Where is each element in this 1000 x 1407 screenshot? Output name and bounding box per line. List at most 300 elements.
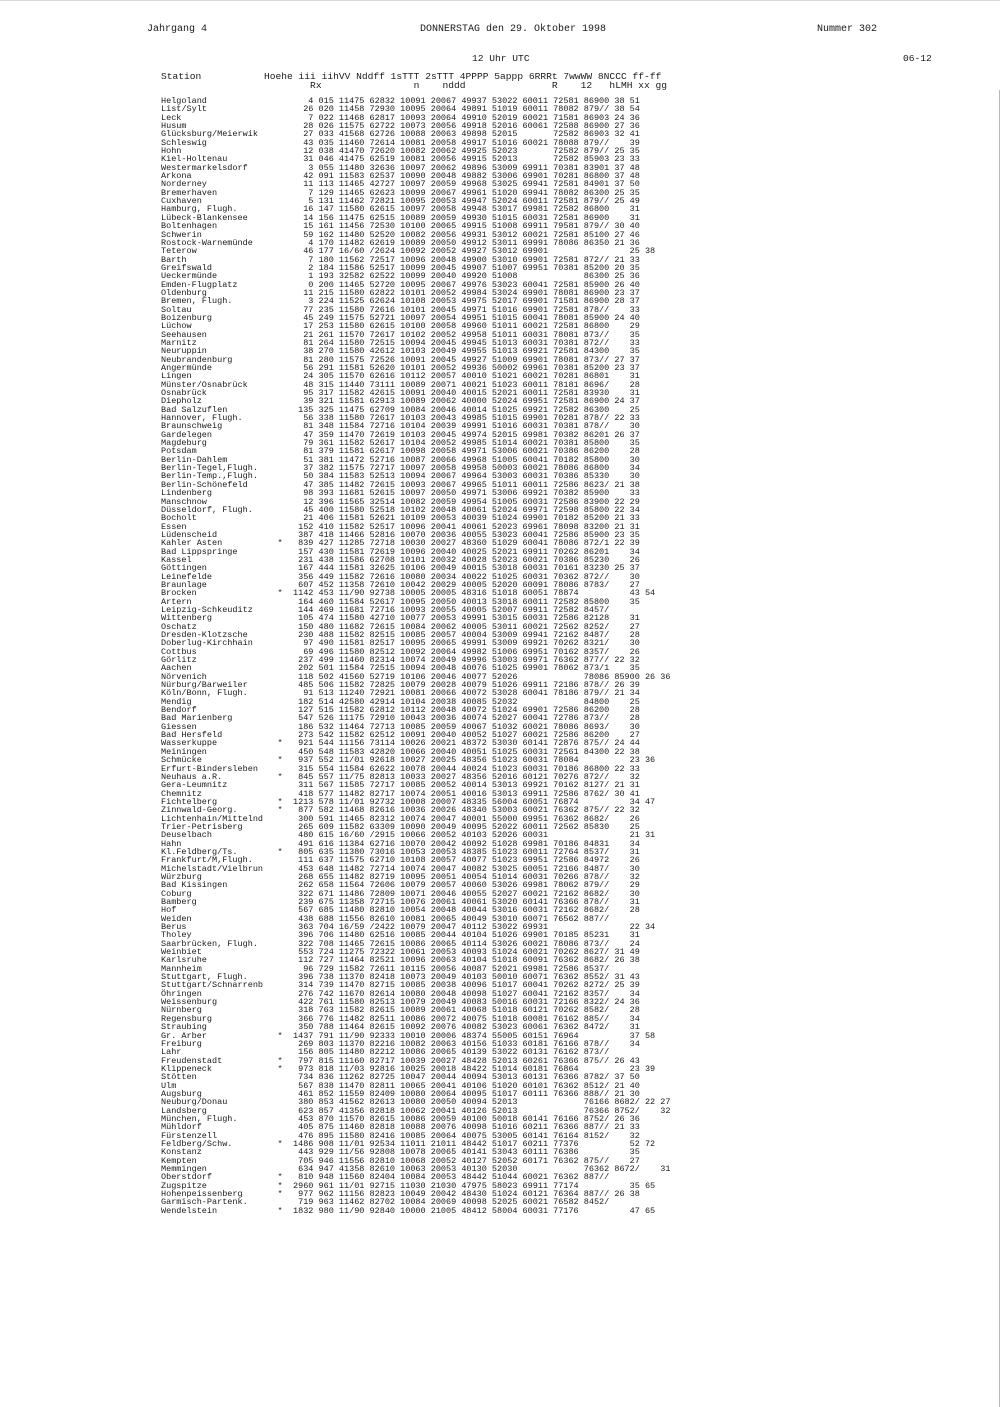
station-observation-codes: 77 235 11580 72616 10101 20045 49971 51016 69901 72581 878// 33 [293,304,640,315]
station-name: Manschnow [161,496,207,507]
mountain-station-marker: * [277,796,283,807]
station-observation-codes: 1 193 32582 62522 10099 20040 49920 51008 86300 25 36 [293,271,640,282]
station-name: Augsburg [161,1088,202,1099]
station-name: Hahn [161,838,182,849]
station-name: Artern [161,596,192,607]
station-name: Bendorf [161,705,197,716]
station-observation-codes: 623 857 41356 82818 10062 20041 40126 52013 76366 8752/ 32 [293,1105,671,1116]
station-observation-codes: 363 704 16/59 /2422 10079 20047 40112 53022 69931 22 34 [293,922,656,933]
mountain-station-marker [267,556,293,564]
mountain-station-marker [267,397,293,405]
station-observation-codes: 2 184 11586 52517 10099 20045 49907 51007 69951 70381 85200 20 35 [293,262,640,273]
station-name: Gr. Arber [161,1030,207,1041]
code-column-headers: Hoehe iii iihVV Nddff 1sTTT 2sTTT 4PPPP 5appp 6RRRt 7wwWW 8NCCC ff-ff [264,71,662,82]
station-name: List/Sylt [161,104,207,115]
station-name: Trier-Petrisberg [161,821,243,832]
mountain-station-marker [267,406,293,414]
mountain-station-marker [267,831,293,839]
station-name: Schwerin [161,229,202,240]
station-observation-codes: 47 385 11482 72615 10093 20067 49965 51011 60011 72586 8623/ 21 38 [293,479,640,490]
station-observation-codes: 553 724 11275 72322 10061 20053 40093 51024 60021 70262 8627/ 31 49 [293,947,640,958]
station-observation-codes: 11 113 11465 42727 10097 20059 49968 53025 69941 72581 84901 37 50 [293,179,640,190]
station-name: Gera-Leumnitz [161,780,228,791]
station-observation-codes: 491 616 11384 62716 10070 20042 40092 51028 69981 70186 84831 34 [293,838,640,849]
station-name: Gardelegen [161,429,213,440]
station-name: Westermarkelsdorf [161,162,248,173]
mountain-station-marker [267,264,293,272]
station-observation-codes: 81 379 11581 62617 10098 20058 49971 53006 60021 70386 86200 28 [293,446,640,457]
mountain-station-marker [267,1123,293,1131]
station-column-header: Station [161,71,202,82]
station-name: Schmücke [161,755,202,766]
mountain-station-marker [267,865,293,873]
station-name: Potsdam [161,446,197,457]
station-name: Lahr [161,1047,182,1058]
station-name: Kiel-Holtenau [161,154,228,165]
mountain-station-marker [267,673,293,681]
mountain-station-marker [267,272,293,280]
mountain-station-marker [267,214,293,222]
mountain-station-marker [267,172,293,180]
station-name: Würzburg [161,871,202,882]
station-name: Bad Salzuflen [161,404,228,415]
station-name: Husum [161,121,187,132]
station-name: Konstanz [161,1147,202,1158]
station-observation-codes: 937 552 11/01 92618 10027 20025 48356 51023 60031 78084 23 36 [293,755,656,766]
station-name: Fürstenzell [161,1130,218,1141]
station-observation-codes: 977 962 11156 82823 10049 20042 48430 51024 60121 76364 887// 26 38 [293,1189,640,1200]
mountain-station-marker [267,289,293,297]
station-observation-codes: 59 162 11480 52520 10082 20056 49931 53012 60021 72581 85100 27 46 [293,229,640,240]
station-name: Görlitz [161,655,197,666]
mountain-station-marker [267,322,293,330]
station-name: Fichtelberg [161,796,218,807]
station-name: Aachen [161,663,192,674]
mountain-station-marker [267,1157,293,1165]
station-name: Regensburg [161,1013,213,1024]
mountain-station-marker: * [277,538,283,549]
station-name: Münster/Osnabrück [161,379,248,390]
station-name: Berlin-Dahlem [161,454,228,465]
station-name: Tholey [161,930,192,941]
station-name: Bocholt [161,513,197,524]
mountain-station-marker [267,1082,293,1090]
station-observation-codes: 56 338 11580 72617 10103 20043 49985 51015 69901 70281 878// 22 33 [293,413,640,424]
station-observation-codes: 300 591 11465 82312 10074 20047 40001 55000 69951 76362 8682/ 26 [293,813,640,824]
station-observation-codes: 485 506 11582 72825 10079 20028 40079 51026 69911 72186 878// 26 39 [293,680,640,691]
station-name: Köln/Bonn, Flugh. [161,688,248,699]
station-observation-codes: 51 381 11472 52716 10087 20066 49968 51005 60041 70182 85800 30 [293,454,640,465]
station-observation-codes: 156 805 11480 82212 10086 20065 40139 53022 60131 76162 873// [293,1047,610,1058]
station-name: Straubing [161,1022,207,1033]
mountain-station-marker [267,639,293,647]
station-row [161,1207,667,1215]
mountain-station-marker [267,339,293,347]
station-name: Rostock-Warnemünde [161,237,253,248]
mountain-station-marker [267,623,293,631]
mountain-station-marker [267,97,293,105]
station-observation-codes: 0 200 11465 52720 10095 20067 49976 53023 60041 72581 85900 26 40 [293,279,640,290]
station-observation-codes: 95 317 11582 42615 10091 20040 40015 52021 60011 72581 83930 31 [293,388,640,399]
mountain-station-marker [267,431,293,439]
observation-rows [161,96,671,1216]
observation-time-heading: 12 Uhr UTC [472,53,530,64]
station-name: Hohn [161,146,182,157]
mountain-station-marker [267,1148,293,1156]
station-observation-codes: 21 261 11570 72617 10102 20052 49958 51011 60031 78081 873// 35 [293,329,640,340]
station-name: Essen [161,521,187,532]
station-name: Wasserkuppe [161,738,218,749]
mountain-station-marker [267,564,293,572]
station-observation-codes: 797 815 11160 82717 10039 20027 48428 52013 60261 76366 875// 26 43 [293,1055,640,1066]
station-name: Nürnberg [161,1005,202,1016]
issue-number: Nummer 302 [817,24,878,35]
station-observation-codes: 111 637 11575 62710 10108 20057 40077 51023 69951 72586 84972 26 [293,855,640,866]
station-name: Bremen, Flugh. [161,296,233,307]
mountain-station-marker [267,130,293,138]
station-name: Landsberg [161,1105,207,1116]
mountain-station-marker: * [277,1063,283,1074]
mountain-station-marker [267,648,293,656]
mountain-station-marker [267,931,293,939]
station-name: Saarbrücken, Flugh. [161,938,258,949]
mountain-station-marker [267,447,293,455]
station-name: Klippeneck [161,1063,213,1074]
station-observation-codes: 164 460 11584 52617 10095 20050 40013 53018 60011 72582 85800 35 [293,596,640,607]
station-name: München, Flugh. [161,1113,238,1124]
station-observation-codes: 231 438 11586 62708 10101 20032 40028 52023 60021 70386 85230 26 [293,554,640,565]
station-name: Garmisch-Partenk. [161,1197,248,1208]
station-observation-codes: 118 502 41560 52719 10106 20046 40077 52026 78086 85900 26 36 [293,671,671,682]
station-name: Oberstdorf [161,1172,213,1183]
station-name: Bad Kissingen [161,880,228,891]
mountain-station-marker [267,155,293,163]
station-observation-codes: 96 729 11582 72611 10115 20056 40087 52021 69981 72586 8537/ [293,963,610,974]
station-name: Freudenstadt [161,1055,223,1066]
station-observation-codes: 150 480 11682 72615 10084 20062 40005 53011 60021 72562 8252/ 27 [293,621,640,632]
station-observation-codes: 350 788 11464 82615 10092 20076 40082 53023 60061 76362 8472/ 31 [293,1022,640,1033]
station-observation-codes: 877 582 11468 82616 10036 20026 48340 53003 60021 76362 875// 22 32 [293,805,640,816]
station-observation-codes: 461 852 11559 82409 10080 20064 40095 51017 60111 76366 888// 21 30 [293,1088,640,1099]
station-name: Berus [161,922,187,933]
date-heading: DONNERSTAG den 29. Oktober 1998 [420,24,607,35]
station-observation-codes: 97 490 11581 82517 10095 20065 49991 53009 69921 70262 8321/ 30 [293,638,640,649]
station-observation-codes: 318 763 11582 82615 10089 20061 40068 51018 60121 70262 8582/ 28 [293,1005,640,1016]
station-name: Greifswald [161,262,213,273]
mountain-station-marker [267,281,293,289]
station-name: Michelstadt/Vielbrun [161,863,264,874]
station-observation-codes: 567 838 11470 82811 10065 20041 40106 51020 60101 76362 8512/ 21 40 [293,1080,640,1091]
station-observation-codes: 705 946 11556 82810 10068 20052 40127 52052 60171 76362 875// 27 [293,1155,640,1166]
station-name: Leck [161,112,182,123]
station-observation-codes: 839 427 11285 72718 10030 20027 48360 51029 60041 78086 872/1 22 39 [293,538,640,549]
station-name: Kempten [161,1155,197,1166]
station-observation-codes: 7 022 11468 62817 10093 20064 49910 52019 60021 71581 86903 24 36 [293,112,640,123]
station-name: Karlsruhe [161,955,207,966]
mountain-station-marker [267,347,293,355]
observation-period: 06-12 [903,53,932,64]
station-observation-codes: 607 452 11358 72610 10042 20029 40005 52020 60091 78086 8783/ 27 [293,579,640,590]
station-name: Mendig [161,696,192,707]
station-name: Chemnitz [161,788,202,799]
station-observation-codes: 810 948 11560 82404 10084 20053 48442 51044 60021 76362 887// [293,1172,610,1183]
mountain-station-marker [267,614,293,622]
station-observation-codes: 17 253 11580 62615 10100 20058 49960 51011 60021 72581 86800 29 [293,321,640,332]
station-observation-codes: 112 727 11464 82521 10096 20063 40104 51018 60091 76362 8682/ 26 38 [293,955,640,966]
mountain-station-marker: * [277,846,283,857]
station-observation-codes: 105 474 11580 42710 10077 20053 49991 53015 60031 72586 82128 31 [293,613,640,624]
mountain-station-marker: * [277,1180,283,1191]
station-name: Düsseldorf, Flugh. [161,504,253,515]
station-observation-codes: 16 147 11580 62615 10097 20058 49948 53017 69981 72582 86800 31 [293,204,640,215]
station-name: Angermünde [161,363,213,373]
station-name: Neuhaus a.R. [161,771,223,782]
station-name: Kahler Asten [161,538,223,549]
mountain-station-marker: * [277,1030,283,1041]
mountain-station-marker [267,456,293,464]
mountain-station-marker [267,239,293,247]
station-observation-codes: 845 557 11/75 82813 10033 20027 48356 52016 60121 70276 872// 32 [293,771,640,782]
station-name: Osnabrück [161,388,207,399]
station-name: Deuselbach [161,830,213,841]
station-observation-codes: 15 161 11456 72530 10100 20065 49915 51008 69911 79581 879// 30 40 [293,221,640,232]
station-name: Oschatz [161,621,197,632]
station-observation-codes: 453 870 11570 82615 10086 20059 40100 50018 60141 76166 8752/ 26 36 [293,1113,640,1124]
station-name: Stuttgart, Flugh. [161,972,248,983]
mountain-station-marker [267,481,293,489]
station-observation-codes: 356 449 11582 72616 10080 20034 40022 51025 60031 70362 872// 30 [293,571,640,582]
station-name: Brocken [161,588,197,599]
station-name: Zugspitze [161,1180,207,1191]
mountain-station-marker [267,506,293,514]
mountain-station-marker [267,205,293,213]
mountain-station-marker [267,548,293,556]
station-observation-codes: 98 393 11681 52615 10097 20050 49971 53006 69921 70382 85900 33 [293,488,640,499]
station-name: Memmingen [161,1164,207,1174]
mountain-station-marker [267,940,293,948]
mountain-station-marker [267,147,293,155]
station-observation-codes: 230 488 11582 82515 10085 20057 40004 53009 69941 72162 8487/ 28 [293,630,640,640]
station-name: Glücksburg/Meierwik [161,129,258,140]
mountain-station-marker [267,598,293,606]
mountain-station-marker [267,422,293,430]
station-observation-codes: 186 532 11464 72713 10085 20059 40067 51032 60021 78086 8693/ 30 [293,721,640,732]
mountain-station-marker [267,306,293,314]
mountain-station-marker [267,890,293,898]
mountain-station-marker: * [277,771,283,782]
mountain-station-marker [267,873,293,881]
mountain-station-marker [267,1040,293,1048]
mountain-station-marker [267,197,293,205]
mountain-station-marker [267,231,293,239]
mountain-station-marker [267,381,293,389]
mountain-station-marker [267,222,293,230]
station-name: Boltenhagen [161,221,218,232]
station-observation-codes: 276 742 11670 82614 10080 20048 40098 51027 60041 72162 8357/ 34 [293,988,640,999]
mountain-station-marker [267,990,293,998]
station-observation-codes: 27 033 41568 62726 10088 20063 49898 52015 72582 86903 32 41 [293,129,640,140]
mountain-station-marker [267,498,293,506]
mountain-station-marker [267,781,293,789]
station-observation-codes: 5 131 11462 72821 10095 20053 49947 52024 60011 72581 879// 25 49 [293,196,640,207]
station-observation-codes: 45 400 11580 52518 10102 20048 40061 52024 69971 72598 85800 22 34 [293,504,640,515]
station-name: Zinnwald-Georg. [161,805,238,816]
mountain-station-marker [267,314,293,322]
mountain-station-marker [267,114,293,122]
mountain-station-marker [267,364,293,372]
station-name: Magdeburg [161,438,207,449]
station-name: Ulm [161,1080,177,1091]
station-name: Frankfurt/M,Flugh. [161,855,253,866]
mountain-station-marker [267,965,293,973]
mountain-station-marker [267,414,293,422]
volume-label: Jahrgang 4 [147,24,208,35]
station-observation-codes: 56 291 11581 52620 10101 20052 49936 50002 69961 70381 85200 23 37 [293,363,640,373]
station-observation-codes: 268 655 11482 82719 10095 20051 40054 51014 60031 70266 878// 32 [293,871,640,882]
mountain-station-marker [267,656,293,664]
station-observation-codes: 182 514 42580 42914 10104 20038 40085 52032 84800 25 [293,696,640,707]
station-observation-codes: 43 035 11460 72614 10081 20058 49917 51016 60021 78088 879// 39 [293,137,640,148]
station-observation-codes: 405 875 11460 82818 10088 20076 40098 51016 60211 76366 887// 21 33 [293,1122,640,1133]
mountain-station-marker [267,856,293,864]
station-observation-codes: 734 836 11262 82725 10047 20044 40094 53013 60131 76366 8782/ 37 50 [293,1072,640,1083]
station-name: Erfurt-Bindersleben [161,763,258,774]
station-name: Mannheim [161,963,202,974]
station-name: Braunlage [161,579,207,590]
mountain-station-marker: * [277,805,283,816]
station-observation-codes: 39 321 11581 62913 10089 20062 40000 52024 69951 72581 86900 24 37 [293,396,640,407]
station-name: Weinbiet [161,947,202,958]
mountain-station-marker [267,681,293,689]
mountain-station-marker [267,998,293,1006]
station-name: Lüdenscheid [161,529,218,540]
station-name: Lüchow [161,321,192,332]
station-observation-codes: 24 305 11570 62616 10112 20057 40010 51021 60021 70281 86801 31 [293,371,640,382]
station-observation-codes: 81 264 11580 72515 10094 20045 49945 51013 60031 70381 872// 33 [293,337,640,348]
mountain-station-marker [267,1098,293,1106]
station-observation-codes: 42 091 11583 62537 10090 20048 49882 53006 69901 70281 86800 37 48 [293,171,640,182]
station-name: Wittenberg [161,613,213,624]
station-name: Neuruppin [161,346,207,357]
mountain-station-marker: * [277,588,283,599]
mountain-station-marker [267,1090,293,1098]
station-name: Leipzig-Schkeuditz [161,604,253,615]
mountain-station-marker: * [277,1172,283,1183]
station-observation-codes: 202 501 11584 72515 10094 20048 40076 51025 69901 78062 873/1 35 [293,663,640,674]
station-observation-codes: 973 818 11/03 92816 10025 20018 48422 51014 60181 76864 23 39 [293,1063,656,1074]
station-name: Stuttgart/Schnarrenb [161,980,264,991]
station-name: Mühldorf [161,1122,202,1133]
station-name: Leinefelde [161,571,213,582]
station-observation-codes: 438 688 11556 82610 10081 20065 40049 53010 60071 76562 887// [293,913,610,924]
mountain-station-marker [267,664,293,672]
mountain-station-marker: * [277,1055,283,1066]
station-observation-codes: 450 548 11583 42820 10066 20040 40051 51025 60031 72561 84300 22 38 [293,746,640,757]
station-name: Bremerhaven [161,187,218,198]
station-observation-codes: 135 325 11475 62709 10084 20046 40014 51025 69921 72582 86300 25 [293,404,640,415]
mountain-station-marker [267,389,293,397]
station-name: Bad Lippspringe [161,546,238,557]
station-observation-codes: 45 249 11575 52721 10097 20054 49951 51015 60041 78081 85900 24 40 [293,312,640,323]
station-name: Hof [161,905,177,916]
mountain-station-marker [267,906,293,914]
station-observation-codes: 237 499 11460 82314 10074 20049 49996 53003 69971 76362 877// 22 32 [293,655,640,666]
mountain-station-marker [267,631,293,639]
station-name: Bamberg [161,897,197,907]
mountain-station-marker [267,981,293,989]
station-name: Arkona [161,171,192,182]
station-observation-codes: 4 015 11475 62832 10091 20067 49937 53022 60011 72581 86900 38 51 [293,96,640,106]
station-observation-codes: 422 761 11580 82513 10079 20049 40083 50016 60031 72166 8322/ 24 36 [293,997,640,1008]
station-observation-codes: 567 685 11480 82810 10054 20048 40044 53016 60031 72162 8682/ 28 [293,905,640,916]
station-observation-codes: 1486 908 11/01 92534 11011 21011 48442 51017 60211 77376 52 72 [293,1138,656,1149]
station-name: Meiningen [161,746,207,757]
mountain-station-marker [267,573,293,581]
station-observation-codes: 81 348 11584 72716 10104 20039 49991 51016 60031 70381 878// 30 [293,421,640,432]
station-name: Hamburg, Flugh. [161,204,238,215]
station-name: Cottbus [161,646,197,657]
station-name: Diepholz [161,396,202,407]
station-observation-codes: 547 526 11175 72910 10043 20036 40074 52027 60041 72786 873// 28 [293,713,640,724]
station-name: Öhringen [161,988,202,999]
station-name: Kassel [161,554,192,565]
station-name: Göttingen [161,563,207,574]
mountain-station-marker [267,122,293,130]
station-name: Schleswig [161,137,207,148]
station-observation-codes: 634 947 41358 82610 10063 20053 40130 52030 76362 8672/ 31 [293,1164,671,1174]
station-observation-codes: 3 224 11525 62624 10108 20053 49975 52017 69901 71581 86900 28 37 [293,296,640,307]
mountain-station-marker [267,247,293,255]
station-name: Nörvenich [161,671,207,682]
station-name: Emden-Flugplatz [161,279,238,290]
mountain-station-marker [267,606,293,614]
station-name: Ueckermünde [161,271,218,282]
station-name: Bad Hersfeld [161,730,223,741]
station-observation-codes: 1142 453 11/90 92738 10005 20005 48316 51018 60051 78874 43 54 [293,588,656,599]
station-observation-codes: 322 708 11465 72615 10086 20065 40114 53026 60021 78086 873// 24 [293,938,640,949]
station-observation-codes: 7 180 11562 72517 10096 20048 49900 53010 69901 72581 872// 21 33 [293,254,640,265]
station-observation-codes: 805 635 11380 73016 10053 20053 48385 51023 60011 72764 8537/ 31 [293,846,640,857]
station-observation-codes: 81 280 11575 72526 10091 20045 49927 51009 69901 78081 873// 27 37 [293,354,640,365]
station-name: Teterow [161,246,197,257]
mountain-station-marker [267,439,293,447]
station-observation-codes: 69 496 11580 82512 10092 20064 49982 51006 69951 70162 8357/ 26 [293,646,640,657]
station-observation-codes: 480 615 16/60 /2915 10066 20052 40103 52026 60031 21 31 [293,830,656,841]
station-name: Lindenberg [161,488,213,499]
station-name: Weissenburg [161,997,218,1008]
station-observation-codes: 314 739 11470 82715 10085 20038 40096 51017 60041 70262 8272/ 25 39 [293,980,640,991]
mountain-station-marker [267,489,293,497]
station-observation-codes: 12 038 41470 72620 10082 20062 49925 52023 72582 879// 25 35 [293,146,640,157]
mountain-station-marker [267,189,293,197]
station-name: Dresden-Klotzsche [161,630,248,640]
station-name: Berlin-Schönefeld [161,479,248,490]
station-name: Nürburg/Barweiler [161,680,248,691]
mountain-station-marker [267,706,293,714]
station-observation-codes: 396 738 11370 82418 10073 20049 40103 50010 60071 76362 8552/ 31 43 [293,972,640,983]
station-name: Neuburg/Donau [161,1097,228,1108]
station-name: Hohenpeissenberg [161,1189,243,1200]
station-name: Lichtenhain/Mittelnd [161,813,264,824]
station-observation-codes: 380 853 41562 82613 10080 20050 40094 52013 76166 8682/ 22 27 [293,1097,671,1108]
mountain-station-marker [267,105,293,113]
station-observation-codes: 79 361 11582 52617 10104 20052 49985 51014 60021 70381 85800 35 [293,438,640,449]
station-name: Stötten [161,1072,197,1083]
station-name: Marnitz [161,337,197,348]
station-observation-codes: 1437 791 11/90 92333 10010 20006 48374 55005 60151 76964 37 58 [293,1030,656,1041]
mountain-station-marker [267,331,293,339]
station-observation-codes: 157 430 11581 72619 10096 20040 40025 52021 69911 70262 86201 34 [293,546,640,557]
